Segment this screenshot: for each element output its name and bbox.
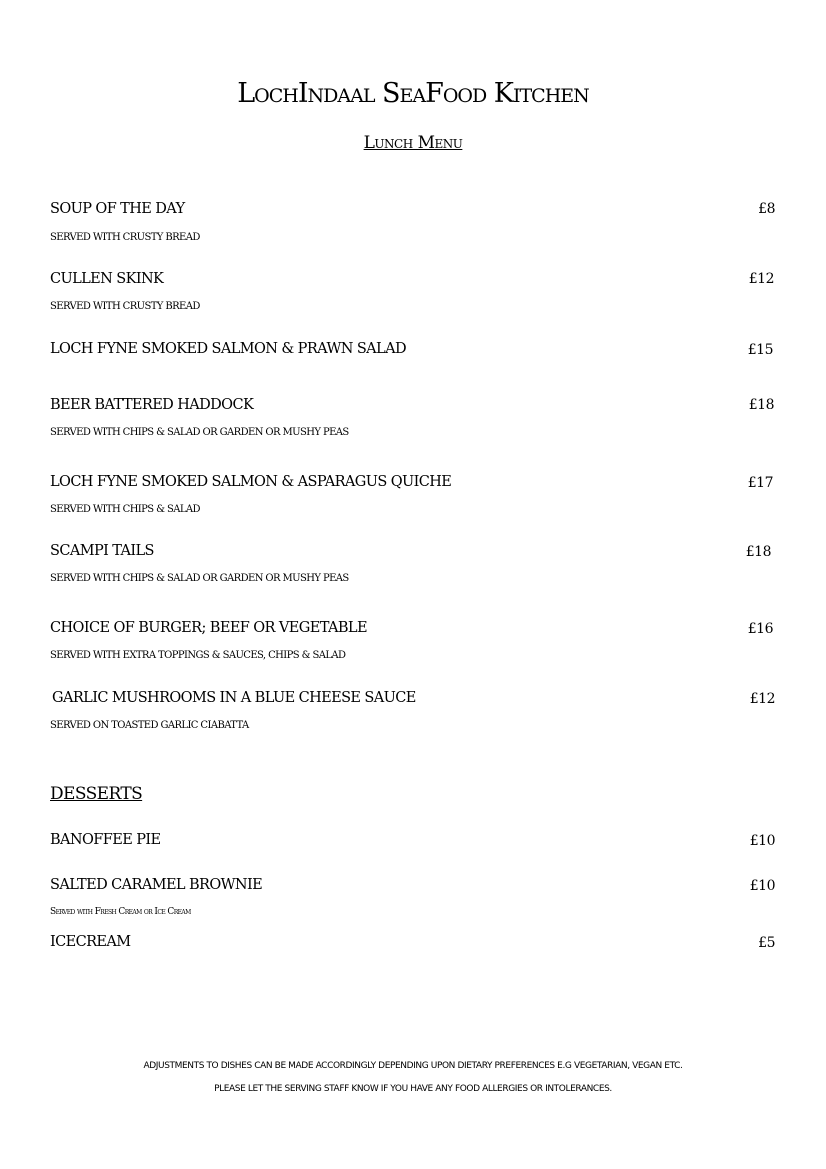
menu-item-price: £12 xyxy=(748,271,774,287)
dessert-item-price: £5 xyxy=(758,935,775,951)
menu-item-description: SERVED WITH CHIPS & SALAD xyxy=(50,504,200,515)
menu-item-name: SCAMPI TAILS xyxy=(50,543,154,559)
allergy-note: PLEASE LET THE SERVING STAFF KNOW IF YOU HAVE ANY FOOD ALLERGIES OR INTOLERANCES. xyxy=(214,1084,612,1094)
menu-item-price: £15 xyxy=(747,342,773,358)
dessert-item-description: Served with Fresh Cream or Ice Cream xyxy=(50,907,191,917)
menu-item-description: SERVED WITH CRUSTY BREAD xyxy=(50,232,200,243)
menu-item-name: BEER BATTERED HADDOCK xyxy=(50,397,254,413)
menu-item-description: SERVED WITH CRUSTY BREAD xyxy=(50,301,200,312)
dessert-item-name: SALTED CARAMEL BROWNIE xyxy=(50,877,263,893)
menu-item-description: SERVED WITH CHIPS & SALAD OR GARDEN OR MUSHY PEAS xyxy=(50,427,349,438)
menu-subtitle: Lunch Menu xyxy=(363,133,463,153)
menu-item-description: SERVED WITH CHIPS & SALAD OR GARDEN OR MUSHY PEAS xyxy=(50,573,349,584)
menu-item-name: GARLIC MUSHROOMS IN A BLUE CHEESE SAUCE xyxy=(52,690,416,706)
menu-title: LochIndaal SeaFood Kitchen xyxy=(237,78,589,109)
dietary-note: ADJUSTMENTS TO DISHES CAN BE MADE ACCORDINGLY DEPENDING UPON DIETARY PREFERENCES E.G VEGETARIAN, VEGAN ETC. xyxy=(143,1061,683,1071)
menu-item-price: £18 xyxy=(745,544,771,560)
menu-item-name: CHOICE OF BURGER; BEEF OR VEGETABLE xyxy=(50,620,367,636)
dessert-item-name: ICECREAM xyxy=(50,934,131,950)
menu-item-price: £18 xyxy=(748,397,774,413)
menu-item-name: LOCH FYNE SMOKED SALMON & PRAWN SALAD xyxy=(50,341,406,357)
dessert-item-name: BANOFFEE PIE xyxy=(50,832,161,848)
menu-item-description: SERVED WITH EXTRA TOPPINGS & SAUCES, CHIPS & SALAD xyxy=(50,650,346,661)
menu-item-price: £8 xyxy=(758,201,775,217)
menu-item-name: SOUP OF THE DAY xyxy=(50,201,185,217)
menu-item-price: £12 xyxy=(749,691,775,707)
desserts-heading: DESSERTS xyxy=(50,784,143,804)
menu-item-price: £17 xyxy=(747,475,773,491)
menu-item-name: CULLEN SKINK xyxy=(50,271,164,287)
dessert-item-price: £10 xyxy=(749,833,775,849)
dessert-item-price: £10 xyxy=(749,878,775,894)
menu-item-description: SERVED ON TOASTED GARLIC CIABATTA xyxy=(50,720,249,731)
menu-item-name: LOCH FYNE SMOKED SALMON & ASPARAGUS QUICHE xyxy=(50,474,452,490)
menu-item-price: £16 xyxy=(747,621,773,637)
